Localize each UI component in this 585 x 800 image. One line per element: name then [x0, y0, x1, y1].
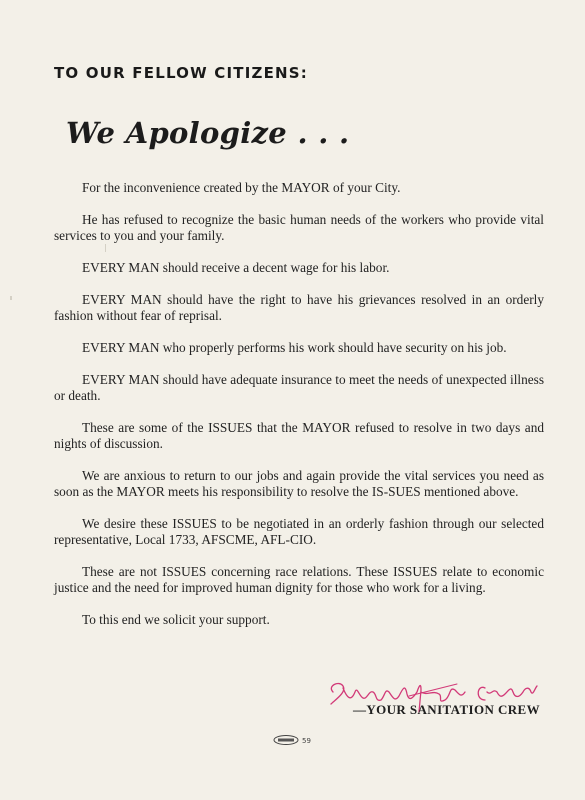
paragraph: EVERY MAN should receive a decent wage for his labor.: [82, 260, 390, 275]
union-label-icon: [272, 734, 320, 746]
apology-title: We Apologize . . .: [66, 116, 350, 150]
page-heading: TO OUR FELLOW CITIZENS:: [54, 64, 308, 82]
scan-speck: [10, 296, 12, 300]
paragraph: EVERY MAN should have the right to have his grievances resolved in an orderly fashion without fear of reprisal.: [54, 292, 544, 323]
union-bug-number: 59: [302, 737, 311, 745]
paragraph: We are anxious to return to our jobs and again provide the vital services you need as soon as the MAYOR meets his responsibility to resolve the IS-SUES mentioned above.: [54, 468, 544, 499]
paragraph: We desire these ISSUES to be negotiated in an orderly fashion through our selected representative, Local 1733, AFSCME, AFL-CIO.: [54, 516, 544, 547]
letter-body: [54, 180, 544, 644]
signature-block: [325, 678, 540, 726]
signature-line: —YOUR SANITATION CREW: [352, 702, 540, 717]
paragraph: These are some of the ISSUES that the MAYOR refused to resolve in two days and nights of discussion.: [54, 420, 544, 451]
paragraph: To this end we solicit your support.: [82, 612, 270, 627]
paragraph: These are not ISSUES concerning race relations. These ISSUES relate to economic justice and the need for improved human dignity for those who work for a living.: [54, 564, 544, 595]
paragraph: EVERY MAN who properly performs his work should have security on his job.: [82, 340, 507, 355]
paragraph: For the inconvenience created by the MAYOR of your City.: [82, 180, 401, 195]
paragraph: EVERY MAN should have adequate insurance to meet the needs of unexpected illness or death.: [54, 372, 544, 403]
paragraph: He has refused to recognize the basic human needs of the workers who provide vital services to you and your family.: [54, 212, 544, 243]
